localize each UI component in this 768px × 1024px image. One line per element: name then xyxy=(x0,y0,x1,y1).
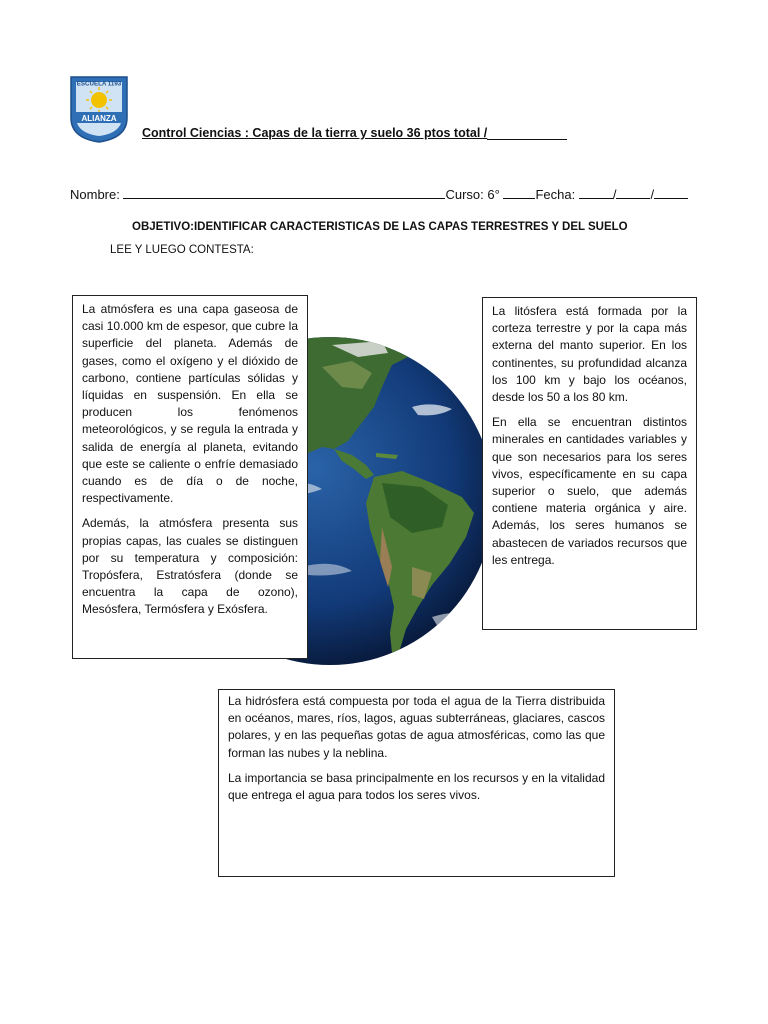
course-label: Curso: 6° xyxy=(445,187,500,202)
student-info-line: Nombre: Curso: 6° Fecha: / / xyxy=(70,186,688,202)
atmosphere-text-box xyxy=(72,295,308,659)
worksheet-title: Control Ciencias : Capas de la tierra y suelo 36 ptos total / xyxy=(142,126,567,140)
date-day-field[interactable] xyxy=(579,186,613,199)
date-month-field[interactable] xyxy=(616,186,650,199)
hydrosphere-text-box xyxy=(218,689,615,877)
name-field[interactable] xyxy=(123,186,445,199)
date-year-field[interactable] xyxy=(654,186,688,199)
lithosphere-text-box xyxy=(482,297,697,630)
title-blank-line xyxy=(487,127,567,140)
lithosphere-paragraph-1: La litósfera está formada por la corteza terrestre y por la capa más externa del manto superior. En los continentes, su profundidad alcanza los 100 km y bajo los océanos, desde los 50 a los 80 km. xyxy=(492,304,687,405)
hydrosphere-paragraph-2: La importancia se basa principalmente en los recursos y en la vitalidad que entrega el agua para todos los seres vivos. xyxy=(228,770,605,803)
svg-text:ESCUELA 1193: ESCUELA 1193 xyxy=(76,80,122,88)
atmosphere-paragraph-2: Además, la atmósfera presenta sus propias capas, las cuales se distinguen por su temperatura y composición: Tropósfera, Estratósfera (donde se encuentra la capa de ozono), Mesósfera, Termósfera y Exósfera. xyxy=(82,516,298,617)
name-label: Nombre: xyxy=(70,187,120,202)
atmosphere-paragraph-1: La atmósfera es una capa gaseosa de casi 10.000 km de espesor, que cubre la superficie del planeta. Además de gases, como el oxígeno y el dióxido de carbono, contiene partículas sólidas y líquidas en suspensión. En ella se producen los fenómenos meteorológicos, y se regula la entrada y salida de energía al planeta, evitando que este se caliente o enfríe demasiado cuando es de día o de noche, respectivamente. xyxy=(82,302,298,506)
date-label: Fecha: xyxy=(535,187,576,202)
lithosphere-paragraph-2: En ella se encuentran distintos minerales en cantidades variables y que son necesarios para los seres vivos, específicamente en su capa superior o suelo, que además contiene materia orgánica y aire. Además, los seres humanos se abastecen de variados recursos que les entrega. xyxy=(492,415,687,567)
objective-heading: OBJETIVO:IDENTIFICAR CARACTERISTICAS DE LAS CAPAS TERRESTRES Y DEL SUELO xyxy=(132,221,628,233)
svg-text:ALIANZA: ALIANZA xyxy=(81,114,117,123)
instruction-text: LEE Y LUEGO CONTESTA: xyxy=(110,244,254,256)
hydrosphere-paragraph-1: La hidrósfera está compuesta por toda el agua de la Tierra distribuida en océanos, mares, ríos, lagos, aguas subterráneas, glaciares, cascos polares, y en las pequeñas gotas de agua atmosféricas, como las que forman las nubes y la neblina. xyxy=(228,694,605,760)
school-logo xyxy=(68,74,130,144)
course-field[interactable] xyxy=(503,186,535,199)
